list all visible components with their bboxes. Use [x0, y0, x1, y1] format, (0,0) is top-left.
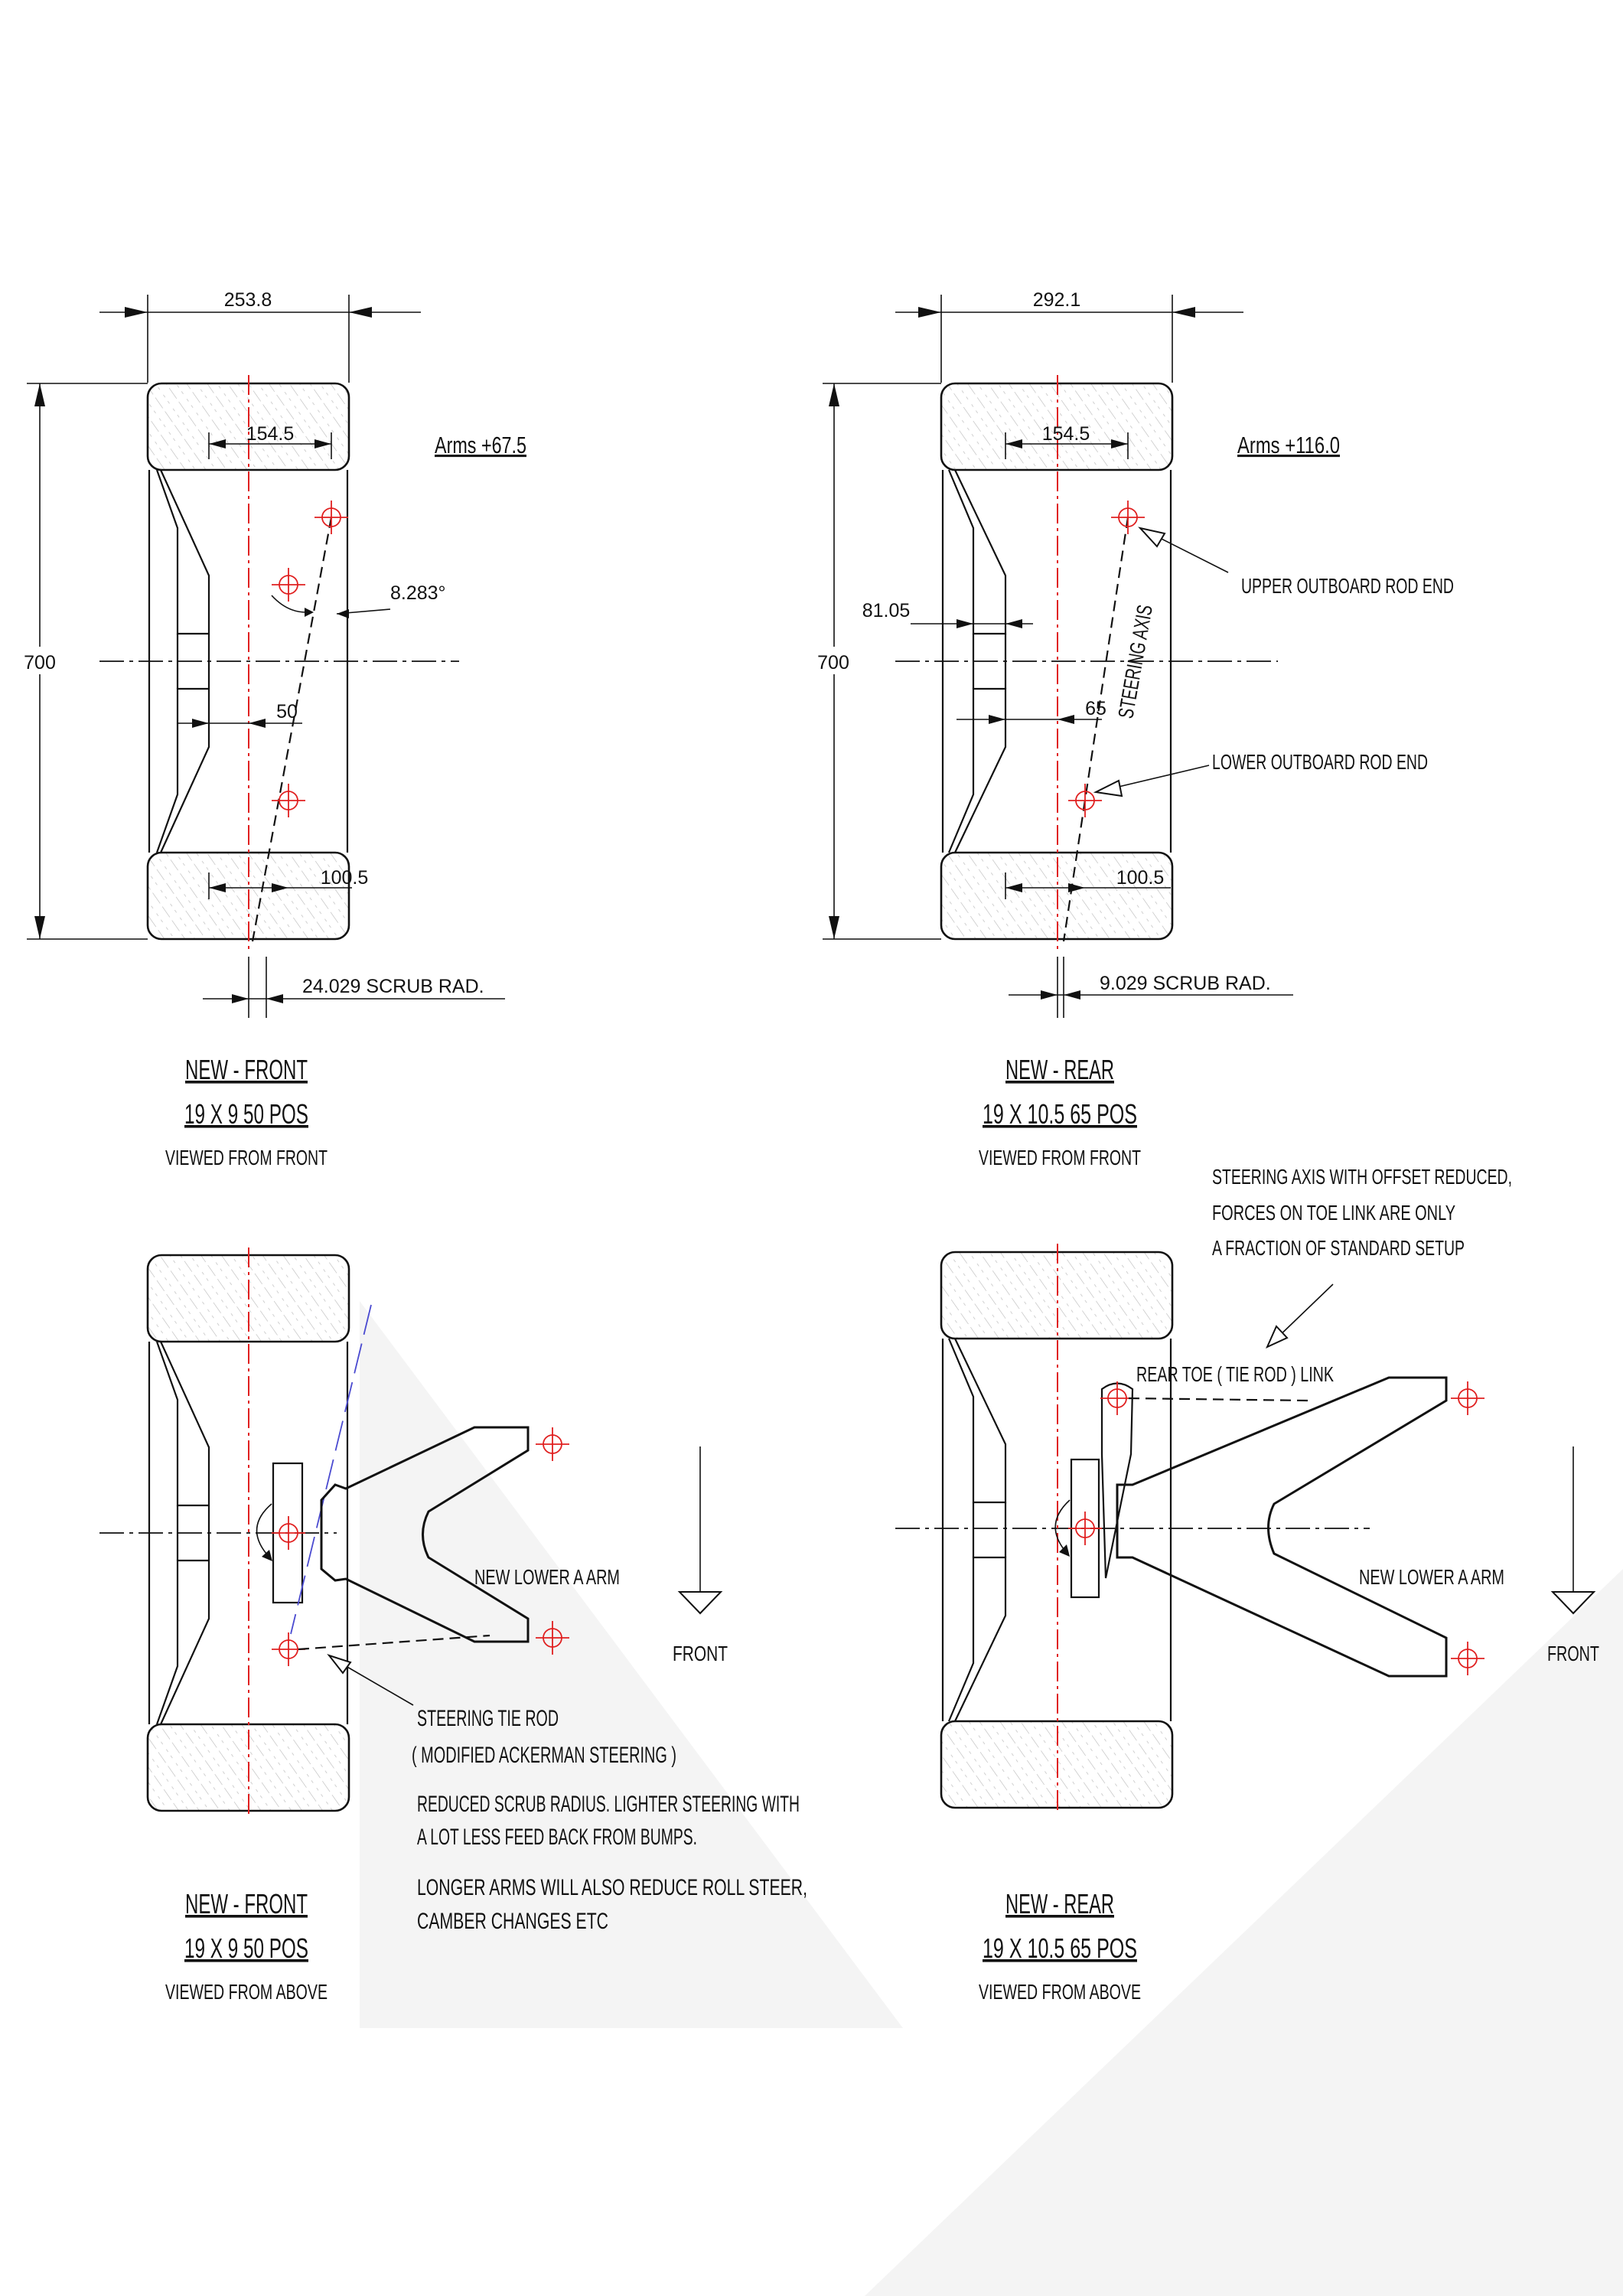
pivot-point: [1068, 1512, 1102, 1545]
dim-lower: 100.5: [1116, 867, 1165, 889]
panel-title: NEW - FRONT: [185, 1054, 308, 1085]
panel-title: NEW - REAR: [1005, 1054, 1114, 1085]
lower-rod-label: LOWER OUTBOARD ROD END: [1212, 750, 1428, 774]
note-line: CAMBER CHANGES ETC: [417, 1909, 608, 1934]
note-line: A FRACTION OF STANDARD SETUP: [1212, 1236, 1465, 1260]
note-line: A LOT LESS FEED BACK FROM BUMPS.: [417, 1825, 697, 1850]
scrub-radius: 24.029 SCRUB RAD.: [302, 976, 484, 997]
lower-a-arm: [1117, 1378, 1446, 1676]
background-shape: [865, 1569, 1623, 2296]
panel-title: NEW - REAR: [1005, 1888, 1114, 1919]
a-arm-label: NEW LOWER A ARM: [1359, 1565, 1504, 1589]
dim-offset: 50: [276, 701, 298, 722]
front-label: FRONT: [673, 1642, 728, 1665]
panel-view: VIEWED FROM ABOVE: [165, 1980, 328, 2004]
steering-axis-label: STEERING AXIS: [1113, 555, 1165, 721]
dim-width: 253.8: [223, 289, 272, 311]
toe-link-label: REAR TOE ( TIE ROD ) LINK: [1136, 1362, 1335, 1386]
arms-label: Arms +67.5: [435, 432, 526, 458]
dim-hub: 81.05: [862, 600, 911, 621]
a-arm-lower-pivot: [1451, 1642, 1484, 1675]
dim-upper: 154.5: [1041, 423, 1090, 445]
panel-view: VIEWED FROM ABOVE: [979, 1980, 1141, 2004]
dim-width: 292.1: [1032, 289, 1081, 311]
dim-height: 700: [817, 652, 849, 673]
tie-rod-label: STEERING TIE ROD: [417, 1706, 559, 1731]
panel-subtitle: 19 X 10.5 65 POS: [983, 1098, 1137, 1130]
upper-rod-label: UPPER OUTBOARD ROD END: [1241, 574, 1454, 598]
a-arm-label: NEW LOWER A ARM: [474, 1565, 620, 1589]
panel-subtitle: 19 X 9 50 POS: [184, 1932, 308, 1964]
rim-profile: [949, 1339, 1005, 1502]
lower-rod-end: [272, 784, 305, 817]
rim-profile: [949, 470, 1005, 634]
note-line: LONGER ARMS WILL ALSO REDUCE ROLL STEER,: [417, 1875, 807, 1900]
dim-angle: 8.283°: [390, 582, 446, 604]
panel-rear-viewed-from-front: [811, 289, 1454, 1169]
rim-profile: [157, 1342, 209, 1505]
panel-subtitle: 19 X 9 50 POS: [184, 1098, 308, 1130]
upper-rod-end: [1111, 501, 1145, 534]
dim-upper: 154.5: [246, 423, 295, 445]
dim-offset: 65: [1085, 698, 1106, 719]
arms-label: Arms +116.0: [1237, 432, 1340, 458]
panel-subtitle: 19 X 10.5 65 POS: [983, 1932, 1137, 1964]
panel-view: VIEWED FROM FRONT: [165, 1146, 328, 1169]
note-line: REDUCED SCRUB RADIUS. LIGHTER STEERING WITH: [417, 1792, 800, 1817]
lower-rod-end: [1068, 784, 1102, 817]
panel-title: NEW - FRONT: [185, 1888, 308, 1919]
note-line: STEERING AXIS WITH OFFSET REDUCED,: [1212, 1165, 1512, 1189]
mid-rod-end: [272, 568, 305, 602]
dim-lower: 100.5: [320, 867, 369, 889]
panel-view: VIEWED FROM FRONT: [979, 1146, 1141, 1169]
rim-profile: [157, 470, 209, 634]
dim-height: 700: [24, 652, 56, 673]
tie-rod-sublabel: ( MODIFIED ACKERMAN STEERING ): [412, 1743, 676, 1768]
upper-rod-end: [314, 501, 348, 534]
panel-front-viewed-from-front: [19, 289, 526, 1169]
front-label: FRONT: [1547, 1642, 1599, 1665]
pivot-point: [272, 1516, 305, 1550]
note-line: FORCES ON TOE LINK ARE ONLY: [1212, 1201, 1456, 1225]
scrub-radius: 9.029 SCRUB RAD.: [1100, 973, 1271, 994]
front-direction-arrow: [680, 1592, 721, 1613]
toe-link: [1129, 1398, 1309, 1401]
a-arm-upper-pivot: [536, 1427, 569, 1461]
a-arm-upper-pivot: [1451, 1381, 1484, 1415]
